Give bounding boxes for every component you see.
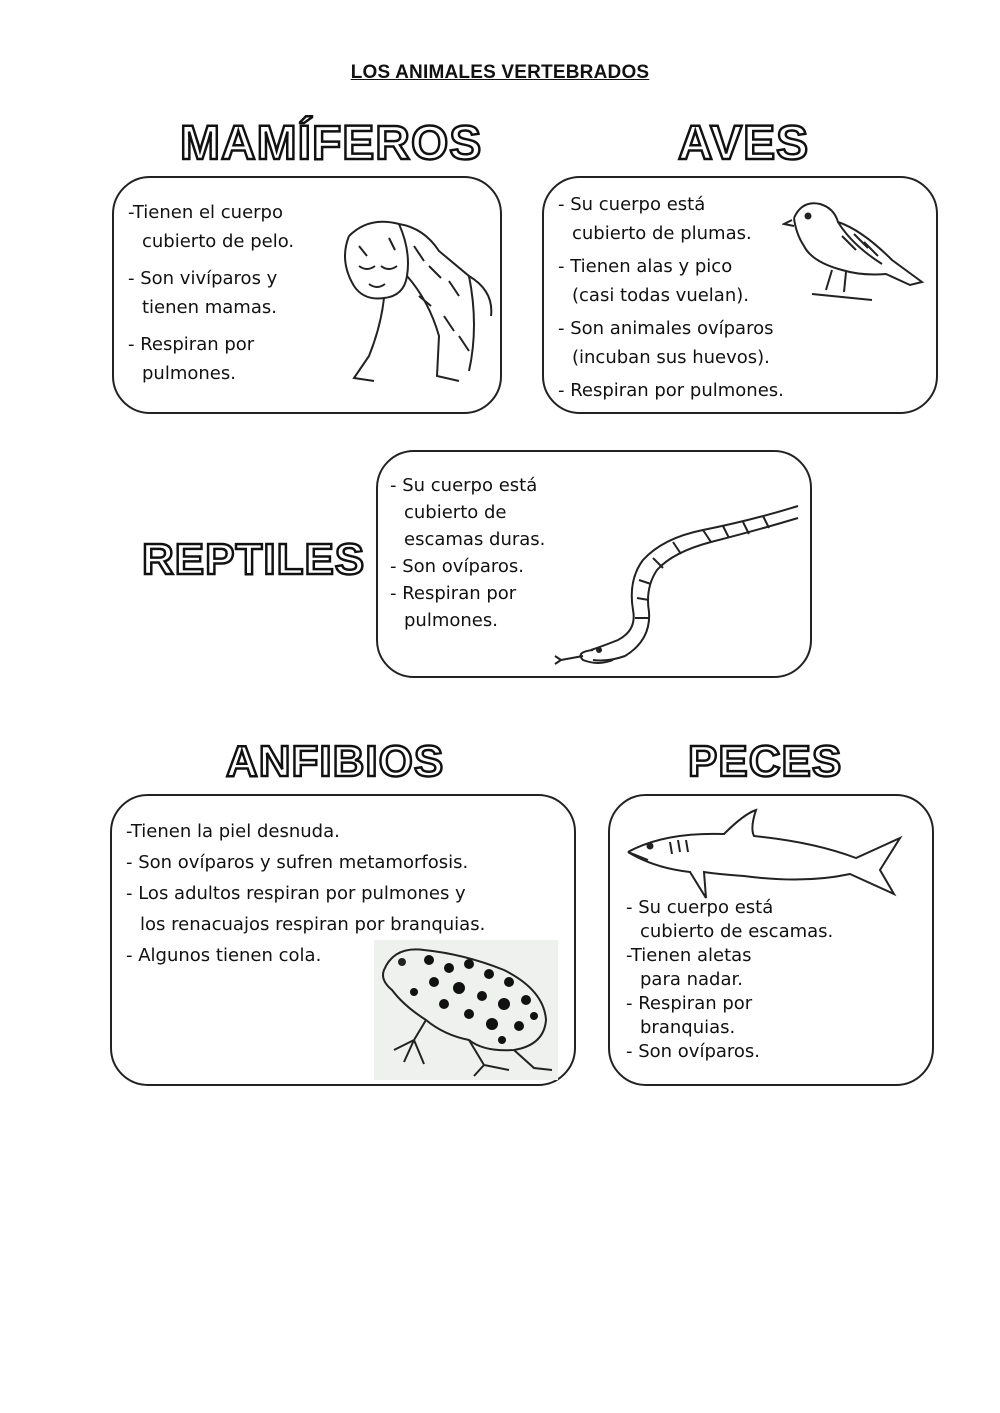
fact-item: - Su cuerpo está cubierto de escamas. xyxy=(626,897,834,942)
fact-item: - Su cuerpo está cubierto de escamas duras. xyxy=(390,475,546,550)
fact-item: - Tienen alas y pico (casi todas vuelan). xyxy=(558,256,749,306)
aves-fact-list xyxy=(558,190,784,405)
fact-item: - Son ovíparos. xyxy=(626,1041,761,1062)
fact-item: - Los adultos respiran por pulmones y los renacuajos respiran por branquias. xyxy=(126,883,486,935)
fact-item: -Tienen el cuerpo cubierto de pelo. xyxy=(128,202,295,252)
shark-illustration xyxy=(624,808,906,900)
heading-peces: PECES xyxy=(688,737,843,786)
card-reptiles xyxy=(376,450,812,678)
fact-item: - Respiran por pulmones. xyxy=(128,334,255,384)
card-mamiferos xyxy=(112,176,502,414)
fact-item: - Respiran por pulmones. xyxy=(390,583,517,631)
card-peces xyxy=(608,794,934,1086)
fact-item: - Son ovíparos. xyxy=(390,556,525,577)
heading-reptiles: REPTILES xyxy=(142,535,366,584)
fact-item: - Son ovíparos y sufren metamorfosis. xyxy=(126,852,469,873)
heading-aves: AVES xyxy=(678,117,810,170)
frog-illustration xyxy=(374,940,558,1080)
fact-item: - Algunos tienen cola. xyxy=(126,945,322,966)
sparrow-illustration xyxy=(782,190,927,305)
peces-fact-list xyxy=(626,896,833,1064)
reptiles-fact-list xyxy=(390,472,545,634)
page-title: LOS ANIMALES VERTEBRADOS xyxy=(350,62,650,83)
fact-item: - Respiran por branquias. xyxy=(626,993,753,1038)
fact-item: -Tienen la piel desnuda. xyxy=(126,821,340,842)
snake-illustration xyxy=(553,500,803,672)
mamiferos-fact-list xyxy=(128,198,294,388)
card-anfibios xyxy=(110,794,576,1086)
fact-item: -Tienen aletas para nadar. xyxy=(626,945,752,990)
heading-mamiferos: MAMÍFEROS xyxy=(180,117,483,170)
fact-item: - Su cuerpo está cubierto de plumas. xyxy=(558,194,752,244)
fact-item: - Son vivíparos y tienen mamas. xyxy=(128,268,278,318)
heading-anfibios: ANFIBIOS xyxy=(226,737,445,786)
fact-item: - Son animales ovíparos (incuban sus huevos). xyxy=(558,318,774,368)
tiger-illustration xyxy=(319,206,499,396)
card-aves xyxy=(542,176,938,414)
fact-item: - Respiran por pulmones. xyxy=(558,380,784,401)
